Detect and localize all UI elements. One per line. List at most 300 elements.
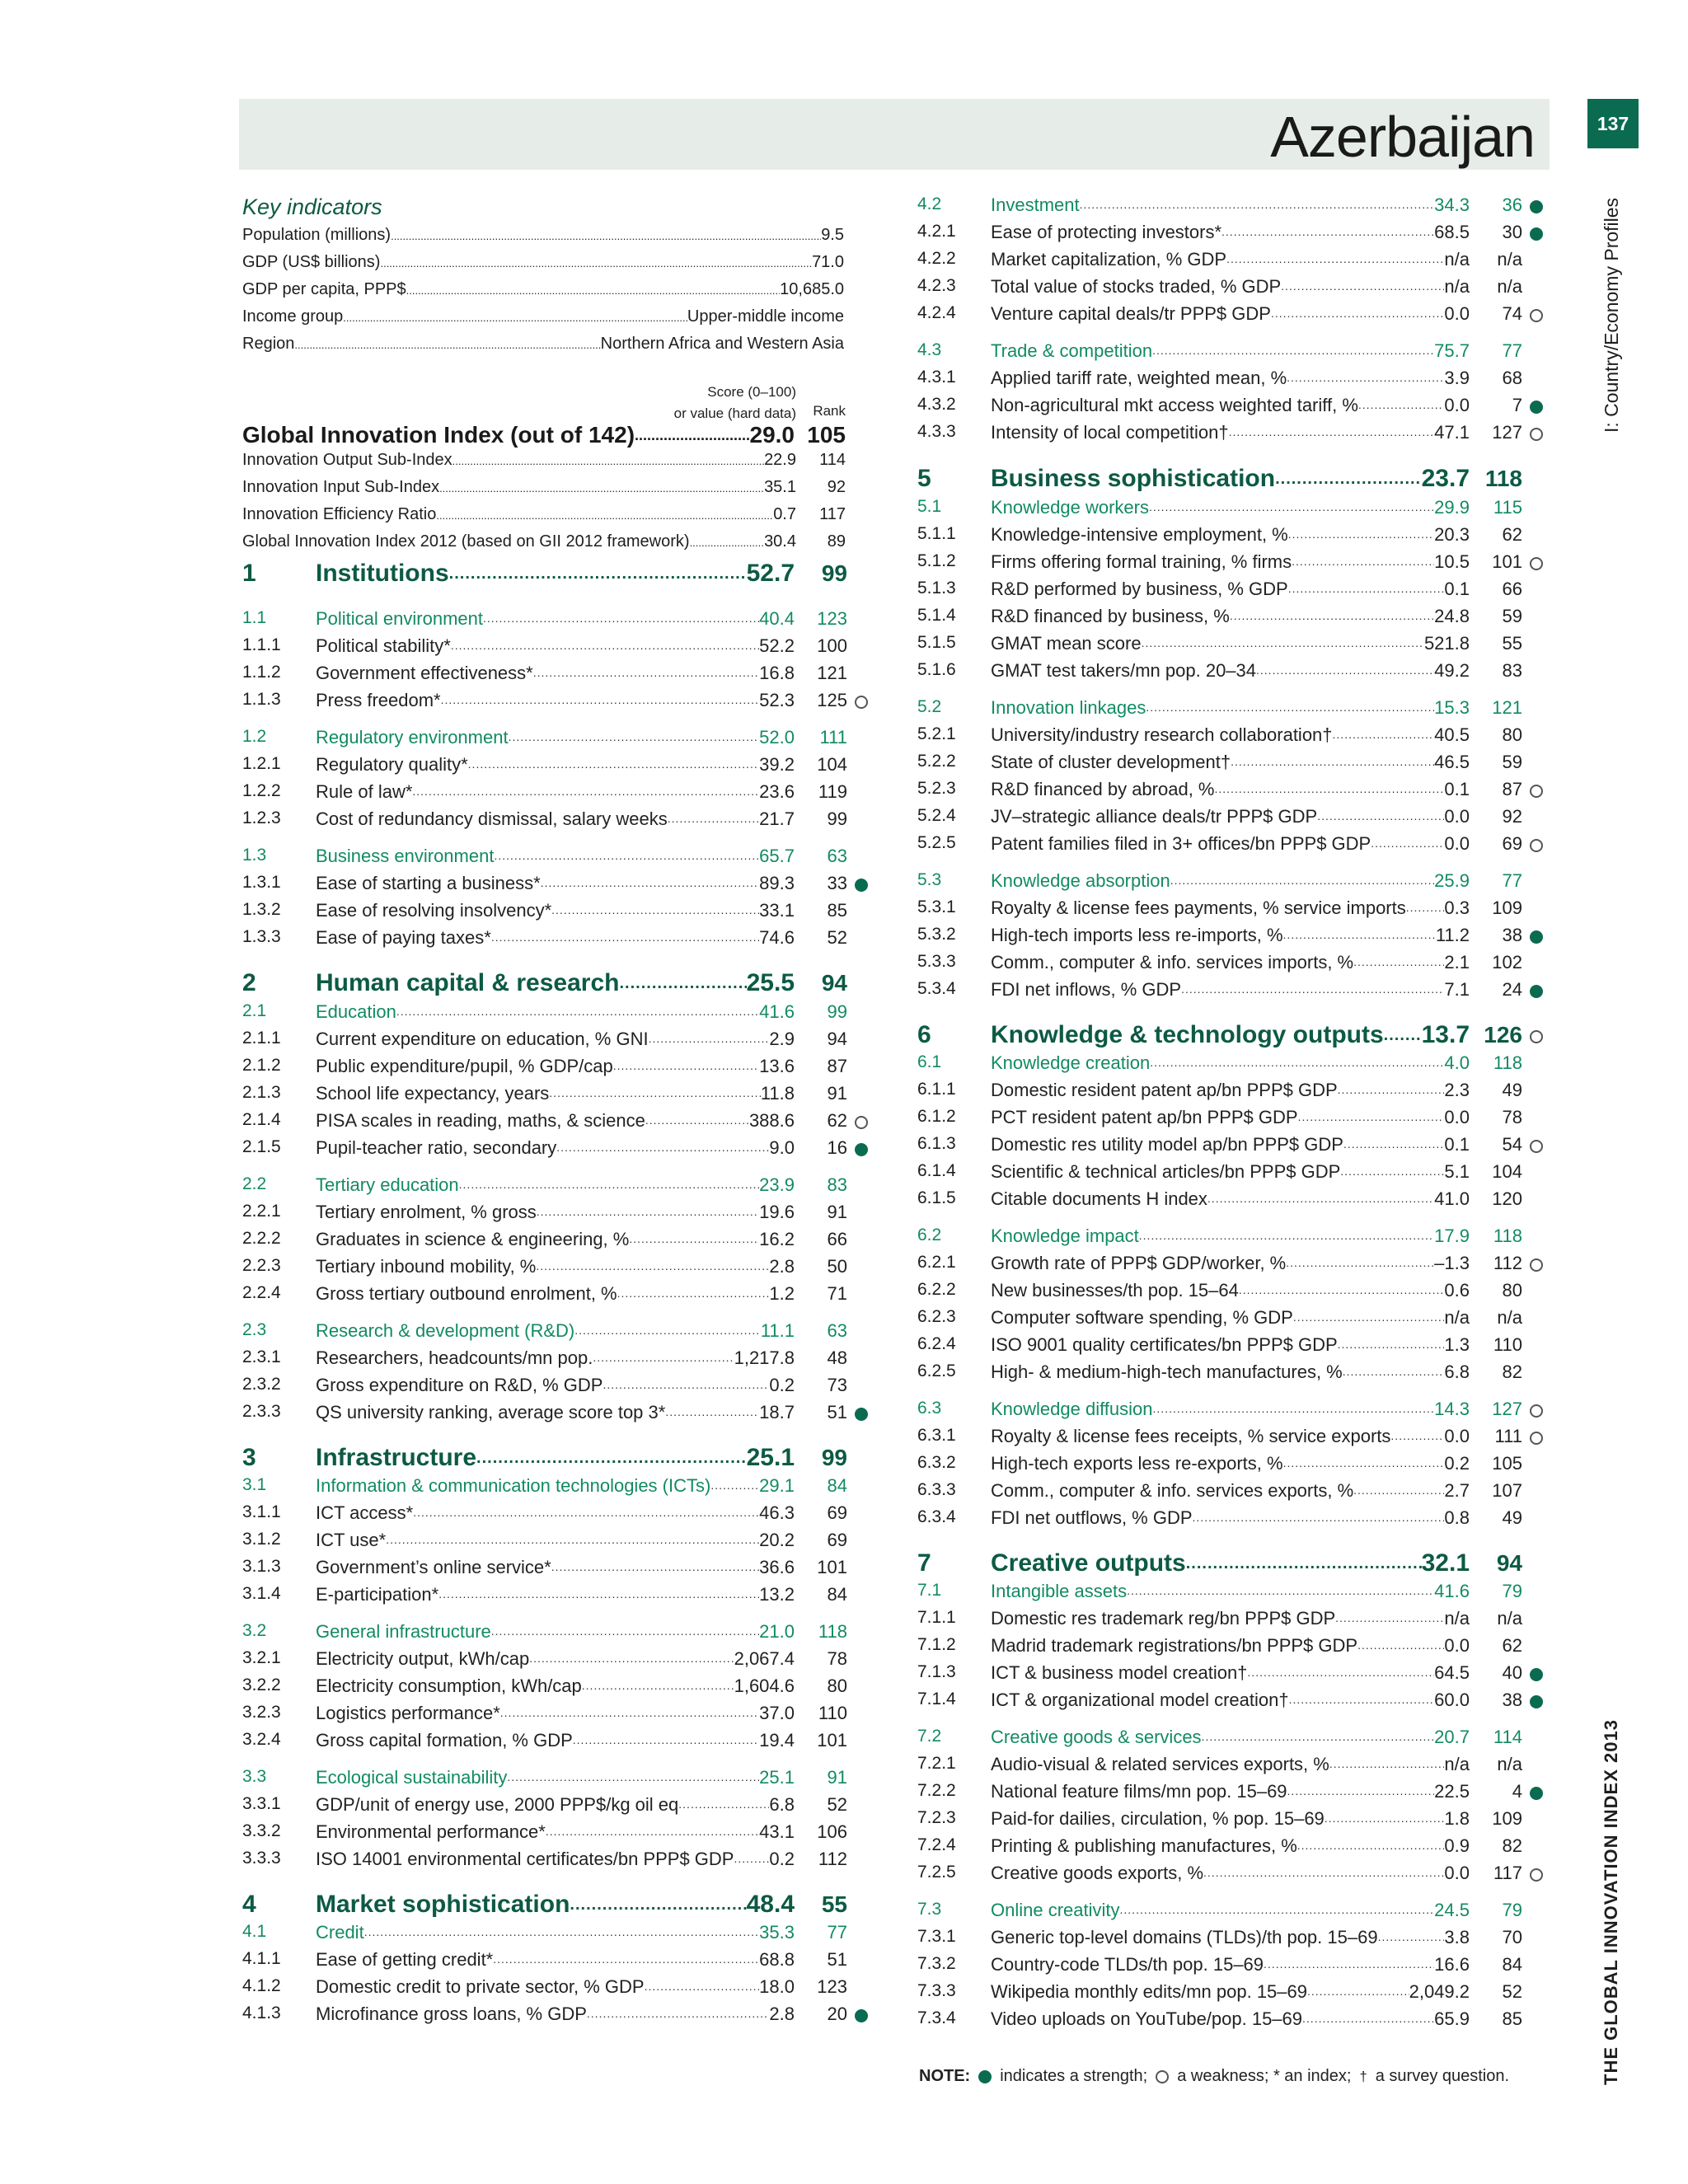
indicator-score: 0.2 (769, 1375, 795, 1395)
indicator-label: Ease of protecting investors* (991, 222, 1222, 242)
sub-pillar-row (917, 1581, 1544, 1605)
indicator-code: 7.2.1 (917, 1754, 956, 1773)
indicator-score: 22.5 (1434, 1781, 1470, 1802)
leader-dots (1150, 1052, 1444, 1074)
indicator-row (917, 833, 1544, 858)
indicator-label: Tertiary inbound mobility, % (316, 1256, 537, 1277)
indicator-code: 4.3.2 (917, 395, 956, 414)
indicator-code: 5.1.3 (917, 579, 956, 598)
leader-dots (412, 781, 759, 803)
indicator-score: 13.7 (1421, 1021, 1470, 1048)
indicator-rank: 69 (1502, 833, 1522, 854)
indicator-label: Credit (316, 1922, 364, 1943)
indicator-score: 3.8 (1444, 1927, 1470, 1947)
indicator-label: ICT access* (316, 1502, 414, 1523)
leader-dots (629, 1229, 759, 1250)
indicator-label-group (991, 925, 1470, 946)
indicator-row (917, 1280, 1544, 1305)
sub-pillar-row (242, 1922, 869, 1947)
indicator-label-group (991, 1480, 1470, 1502)
indicator-score: 41.6 (1434, 1581, 1470, 1601)
indicator-label-group (316, 1320, 795, 1342)
indicator-label-group (991, 724, 1470, 746)
weakness-circle-icon (1530, 428, 1543, 441)
indicator-score: 65.9 (1434, 2008, 1470, 2029)
indicator-label: Government’s online service* (316, 1557, 551, 1577)
weakness-circle-icon (1530, 1140, 1543, 1153)
indicator-code: 1.3.3 (242, 927, 281, 946)
indicator-label-group (316, 1530, 795, 1551)
leader-dots (500, 1703, 759, 1724)
sub-pillar-row (917, 340, 1544, 365)
indicator-rank: 62 (827, 1110, 847, 1131)
indicator-label-group (991, 1253, 1470, 1274)
sub-index-value: 0.7 (773, 505, 796, 523)
indicator-row (242, 1347, 869, 1372)
indicator-rank: 79 (1502, 1581, 1522, 1601)
indicator-label-group (991, 249, 1470, 270)
indicator-code: 6.3 (917, 1399, 942, 1418)
indicator-score: 0.0 (1444, 1635, 1470, 1656)
indicator-score: 89.3 (759, 873, 795, 893)
weakness-circle-icon (1530, 1432, 1543, 1445)
strength-dot-icon (855, 1408, 868, 1421)
indicator-rank: 110 (1493, 1334, 1522, 1355)
indicator-row (917, 249, 1544, 274)
indicator-code: 3.1 (242, 1475, 267, 1494)
indicator-rank: 120 (1492, 1188, 1522, 1209)
indicator-code: 2.3.3 (242, 1402, 281, 1421)
indicator-row (242, 808, 869, 833)
leader-dots (574, 1320, 761, 1342)
indicator-code: 7.1.2 (917, 1635, 956, 1654)
indicator-label-group (991, 697, 1470, 719)
indicator-rank: 74 (1502, 303, 1522, 324)
indicator-label: Intensity of local competition† (991, 422, 1229, 443)
indicator-label: Regulatory quality* (316, 754, 468, 775)
indicator-rank: 73 (827, 1375, 847, 1395)
key-indicator-value: 10,685.0 (780, 280, 844, 298)
indicator-label: Ease of paying taxes* (316, 927, 491, 948)
indicator-label-group (991, 1727, 1470, 1748)
leader-dots (451, 635, 759, 657)
indicator-label-group (316, 635, 795, 657)
indicator-code: 2.2 (242, 1174, 267, 1193)
indicator-label-group (991, 222, 1470, 243)
leader-dots (1226, 249, 1444, 270)
indicator-rank: 38 (1502, 1690, 1522, 1710)
indicator-rank: 111 (819, 727, 847, 748)
leader-dots (459, 1174, 760, 1196)
indicator-rank: 87 (1502, 779, 1522, 799)
indicator-code: 1.2.1 (242, 754, 281, 773)
indicator-row (242, 1110, 869, 1135)
indicator-score: 0.8 (1444, 1507, 1470, 1528)
indicator-code: 6.2.3 (917, 1307, 956, 1326)
indicator-label: R&D performed by business, % GDP (991, 579, 1288, 599)
indicator-score: 37.0 (759, 1703, 795, 1723)
leader-dots (1283, 1453, 1445, 1474)
indicator-row (242, 781, 869, 806)
indicator-code: 7 (917, 1549, 931, 1577)
indicator-code: 7.3.4 (917, 2008, 956, 2027)
indicator-row (917, 806, 1544, 831)
indicator-label: Regulatory environment (316, 727, 509, 748)
indicator-label: Printing & publishing manufactures, % (991, 1835, 1297, 1856)
indicator-label: Business sophistication (991, 465, 1276, 492)
strength-dot-icon (1530, 200, 1543, 213)
leader-dots (1149, 497, 1434, 518)
leader-dots (529, 1648, 734, 1670)
indicator-code: 1.1 (242, 608, 267, 627)
indicator-row (242, 1949, 869, 1974)
indicator-row (242, 754, 869, 779)
indicator-rank: 80 (1502, 1280, 1522, 1301)
key-indicator-value: 9.5 (821, 226, 844, 244)
indicator-row (917, 524, 1544, 549)
indicator-label-group (316, 808, 795, 830)
indicator-label-group (316, 1174, 795, 1196)
indicator-label-group (316, 1229, 795, 1250)
indicator-code: 6.2.2 (917, 1280, 956, 1299)
indicator-code: 5.2.3 (917, 779, 956, 798)
indicator-rank: 68 (1502, 368, 1522, 388)
indicator-rank: 69 (827, 1530, 847, 1550)
pillar-row (242, 1891, 869, 1919)
indicator-label-group (316, 1137, 795, 1159)
indicator-score: 40.5 (1434, 724, 1470, 745)
strength-dot-icon (1530, 1695, 1543, 1708)
indicator-rank: 79 (1502, 1900, 1522, 1920)
leader-dots (1221, 222, 1434, 243)
indicator-label-group (991, 2008, 1470, 2030)
indicator-label: Knowledge diffusion (991, 1399, 1153, 1419)
indicator-rank: 84 (827, 1584, 847, 1605)
indicator-rank: 48 (827, 1347, 847, 1368)
indicator-row (917, 1808, 1544, 1833)
indicator-rank: 59 (1502, 606, 1522, 626)
key-indicator-label: Income group (242, 307, 344, 326)
indicator-rank: 38 (1502, 925, 1522, 945)
indicator-score: 52.2 (759, 635, 795, 656)
indicator-label-group (991, 1399, 1470, 1420)
indicator-code: 7.3.3 (917, 1981, 956, 2000)
leader-dots (551, 900, 759, 921)
country-title: Azerbaijan (1270, 105, 1535, 169)
leader-dots (1325, 1808, 1445, 1830)
indicator-code: 4.1 (242, 1922, 267, 1941)
indicator-label: National feature films/mn pop. 15–69 (991, 1781, 1287, 1802)
leader-dots (645, 1976, 760, 1998)
indicator-label-group (316, 1703, 795, 1724)
indicator-label-group (991, 870, 1470, 892)
indicator-code: 3.3.1 (242, 1794, 281, 1813)
indicator-code: 5.2 (917, 697, 942, 716)
indicator-code: 4.1.1 (242, 1949, 281, 1968)
indicator-row (917, 1954, 1544, 1979)
indicator-code: 6.1.5 (917, 1188, 956, 1207)
indicator-label: Knowledge creation (991, 1052, 1151, 1073)
leader-dots (1338, 1080, 1445, 1101)
indicator-rank: 100 (817, 635, 847, 656)
indicator-rank: 107 (1492, 1480, 1522, 1501)
indicator-rank: 20 (827, 2004, 847, 2024)
indicator-rank: 121 (1492, 697, 1522, 718)
indicator-label: ICT use* (316, 1530, 387, 1550)
indicator-code: 7.2.5 (917, 1863, 956, 1882)
weakness-circle-icon (855, 696, 868, 709)
indicator-code: 3.3.2 (242, 1821, 281, 1840)
indicator-label-group (991, 1307, 1470, 1329)
indicator-score: 0.0 (1444, 833, 1470, 854)
indicator-score: 3.9 (1444, 368, 1470, 388)
indicator-label: Audio-visual & related services exports, % (991, 1754, 1329, 1774)
indicator-label: PISA scales in reading, maths, & science (316, 1110, 645, 1131)
indicator-label: Trade & competition (991, 340, 1153, 361)
pillar-row (917, 465, 1544, 493)
leader-dots (1256, 660, 1434, 682)
indicator-label-group (991, 340, 1470, 362)
indicator-code: 2.2.3 (242, 1256, 281, 1275)
indicator-label-group (316, 1849, 795, 1870)
indicator-code: 7.2.4 (917, 1835, 956, 1854)
indicator-label-group (991, 1954, 1470, 1975)
indicator-rank: n/a (1497, 1754, 1522, 1774)
indicator-label: Venture capital deals/tr PPP$ GDP (991, 303, 1271, 324)
indicator-rank: 51 (827, 1949, 847, 1970)
indicator-label: Information & communication technologies (ICTs) (316, 1475, 711, 1496)
pillar-row (242, 1444, 869, 1472)
indicator-rank: 99 (827, 1001, 847, 1022)
indicator-label: Public expenditure/pupil, % GDP/cap (316, 1056, 613, 1076)
sub-pillar-row (917, 1727, 1544, 1751)
indicator-label-group (991, 1754, 1470, 1775)
indicator-label: Logistics performance* (316, 1703, 500, 1723)
indicator-rank: 91 (827, 1202, 847, 1222)
leader-dots (1390, 1426, 1444, 1447)
indicator-label-group (991, 1134, 1470, 1155)
indicator-code: 2.3 (242, 1320, 267, 1339)
pillar-row (242, 560, 869, 588)
leader-dots (1264, 1954, 1434, 1975)
indicator-code: 6.1.4 (917, 1161, 956, 1180)
indicator-rank: 127 (1492, 422, 1522, 443)
indicator-code: 1.2.3 (242, 808, 281, 827)
indicator-label-group (316, 1283, 795, 1305)
indicator-score: 52.0 (759, 727, 795, 748)
indicator-label-group (991, 1080, 1470, 1101)
indicator-label-group (991, 1280, 1470, 1301)
indicator-label-group (316, 1056, 795, 1077)
indicator-label: Market capitalization, % GDP (991, 249, 1227, 269)
leader-dots (613, 1056, 759, 1077)
indicator-score: 2.7 (1444, 1480, 1470, 1501)
indicator-rank: 30 (1502, 222, 1522, 242)
indicator-label: Domestic resident patent ap/bn PPP$ GDP (991, 1080, 1338, 1100)
leader-dots (537, 1202, 759, 1223)
indicator-label: Intangible assets (991, 1581, 1128, 1601)
indicator-score: 0.0 (1444, 303, 1470, 324)
indicator-label: Royalty & license fees receipts, % service exports (991, 1426, 1391, 1446)
indicator-rank: 80 (1502, 724, 1522, 745)
indicator-label: Current expenditure on education, % GNI (316, 1029, 649, 1049)
leader-dots (1287, 368, 1444, 389)
indicator-score: 60.0 (1434, 1690, 1470, 1710)
leader-dots (619, 969, 746, 1002)
indicator-label-group (316, 969, 795, 1002)
strength-dot-icon (1530, 930, 1543, 944)
indicator-score: 47.1 (1434, 422, 1470, 443)
indicator-code: 2.2.1 (242, 1202, 281, 1221)
indicator-rank: 71 (827, 1283, 847, 1304)
indicator-label-group (316, 846, 795, 867)
indicator-score: 35.3 (759, 1922, 795, 1943)
indicator-score: 33.1 (759, 900, 795, 921)
indicator-label: Political environment (316, 608, 483, 629)
gii-score: 29.0 (749, 422, 795, 448)
indicator-rank: 104 (817, 754, 847, 775)
indicator-row (917, 660, 1544, 685)
indicator-label-group (316, 1949, 795, 1971)
indicator-label-group (316, 754, 795, 776)
indicator-label: Cost of redundancy dismissal, salary weeks (316, 808, 668, 829)
indicator-code: 6.2.5 (917, 1361, 956, 1380)
indicator-rank: 7 (1512, 395, 1522, 415)
leader-dots (617, 1283, 770, 1305)
indicator-code: 4.3.3 (917, 422, 956, 441)
indicator-code: 4.2 (917, 194, 942, 213)
indicator-rank: 114 (1493, 1727, 1522, 1747)
indicator-score: 0.6 (1444, 1280, 1470, 1301)
indicator-code: 2.1 (242, 1001, 267, 1020)
sub-pillar-row (917, 194, 1544, 219)
leader-dots (1202, 1727, 1435, 1748)
indicator-row (917, 1754, 1544, 1779)
indicator-rank: 85 (1502, 2008, 1522, 2029)
indicator-rank: 80 (827, 1675, 847, 1696)
indicator-rank: 101 (817, 1557, 847, 1577)
indicator-score: 21.0 (759, 1621, 795, 1642)
sub-index-label: Innovation Output Sub-Index (242, 451, 452, 469)
indicator-score: n/a (1444, 276, 1470, 297)
indicator-score: 11.2 (1435, 925, 1470, 945)
indicator-label: Gross expenditure on R&D, % GDP (316, 1375, 603, 1395)
indicator-code: 7.2.2 (917, 1781, 956, 1800)
weakness-circle-icon (1530, 785, 1543, 798)
leader-dots (1384, 1021, 1422, 1054)
indicator-row (917, 952, 1544, 977)
indicator-score: 5.1 (1444, 1161, 1470, 1182)
sub-pillar-row (917, 870, 1544, 895)
indicator-label: Investment (991, 194, 1080, 215)
leader-dots (1353, 952, 1444, 973)
sub-pillar-row (917, 1399, 1544, 1423)
indicator-label-group (316, 1502, 795, 1524)
indicator-row (242, 1976, 869, 2001)
leader-dots (1371, 833, 1444, 855)
leader-dots (413, 1502, 759, 1524)
leader-dots (1207, 1188, 1434, 1210)
indicator-row (917, 1334, 1544, 1359)
indicator-label-group (316, 1675, 795, 1697)
indicator-row (242, 900, 869, 925)
leader-dots (1329, 1754, 1445, 1775)
indicator-label: Gross tertiary outbound enrolment, % (316, 1283, 617, 1304)
indicator-score: 2.8 (769, 1256, 795, 1277)
indicator-label: Firms offering formal training, % firms (991, 551, 1292, 572)
pillar-row (242, 969, 869, 997)
indicator-code: 3.1.2 (242, 1530, 281, 1549)
indicator-label: Paid-for dailies, circulation, % pop. 15–69 (991, 1808, 1325, 1829)
indicator-label-group (991, 606, 1470, 627)
indicator-rank: 83 (827, 1174, 847, 1195)
key-indicator-value: Upper-middle income (687, 307, 844, 326)
indicator-code: 5.2.5 (917, 833, 956, 852)
indicator-code: 4.2.4 (917, 303, 956, 322)
indicator-rank: 117 (1493, 1863, 1522, 1883)
pillar-row (917, 1021, 1544, 1049)
indicator-rank: 99 (821, 560, 847, 586)
indicator-label: Comm., computer & info. services imports, % (991, 952, 1354, 972)
indicator-code: 6.2 (917, 1226, 942, 1244)
indicator-row (917, 724, 1544, 749)
indicator-rank: 102 (1492, 952, 1522, 972)
indicator-rank: 63 (827, 1320, 847, 1341)
indicator-code: 3.2 (242, 1621, 267, 1640)
indicator-score: 2.3 (1444, 1080, 1470, 1100)
indicator-label-group (991, 1900, 1470, 1921)
indicator-code: 4.3 (917, 340, 942, 359)
leader-dots (549, 1083, 761, 1104)
indicator-rank: 118 (1484, 466, 1522, 491)
strength-dot-icon (855, 879, 868, 892)
indicator-row (917, 1307, 1544, 1332)
leader-dots (507, 1767, 759, 1788)
indicator-rank: 101 (1492, 551, 1522, 572)
indicator-row (917, 1253, 1544, 1277)
indicator-score: 1,217.8 (734, 1347, 795, 1368)
indicator-label: E-participation* (316, 1584, 439, 1605)
leader-dots (1127, 1581, 1434, 1602)
leader-dots (546, 1821, 759, 1843)
left-indicator-table (242, 0, 869, 2184)
leader-dots (1357, 1635, 1444, 1657)
indicator-label: GDP/unit of energy use, 2000 PPP$/kg oil eq (316, 1794, 679, 1815)
indicator-row (917, 1188, 1544, 1213)
indicator-label-group (991, 303, 1470, 325)
indicator-label: Knowledge & technology outputs (991, 1021, 1384, 1048)
indicator-row (242, 1584, 869, 1609)
score-header-line1: Score (0–100) (707, 384, 796, 400)
indicator-label: Creative outputs (991, 1549, 1186, 1577)
indicator-rank: 36 (1502, 194, 1522, 215)
leader-dots (1292, 551, 1434, 573)
indicator-rank: 70 (1502, 1927, 1522, 1947)
indicator-row (917, 1608, 1544, 1633)
indicator-rank: 126 (1484, 1022, 1522, 1047)
indicator-code: 6.2.4 (917, 1334, 956, 1353)
indicator-label-group (991, 422, 1470, 443)
indicator-label-group (991, 952, 1470, 973)
indicator-score: 32.1 (1421, 1549, 1470, 1577)
indicator-label-group (316, 1922, 795, 1943)
indicator-code: 3.3.3 (242, 1849, 281, 1868)
indicator-score: 9.0 (769, 1137, 795, 1158)
indicator-rank: 78 (827, 1648, 847, 1669)
indicator-score: 0.0 (1444, 1863, 1470, 1883)
indicator-row (917, 551, 1544, 576)
indicator-row (917, 2008, 1544, 2033)
